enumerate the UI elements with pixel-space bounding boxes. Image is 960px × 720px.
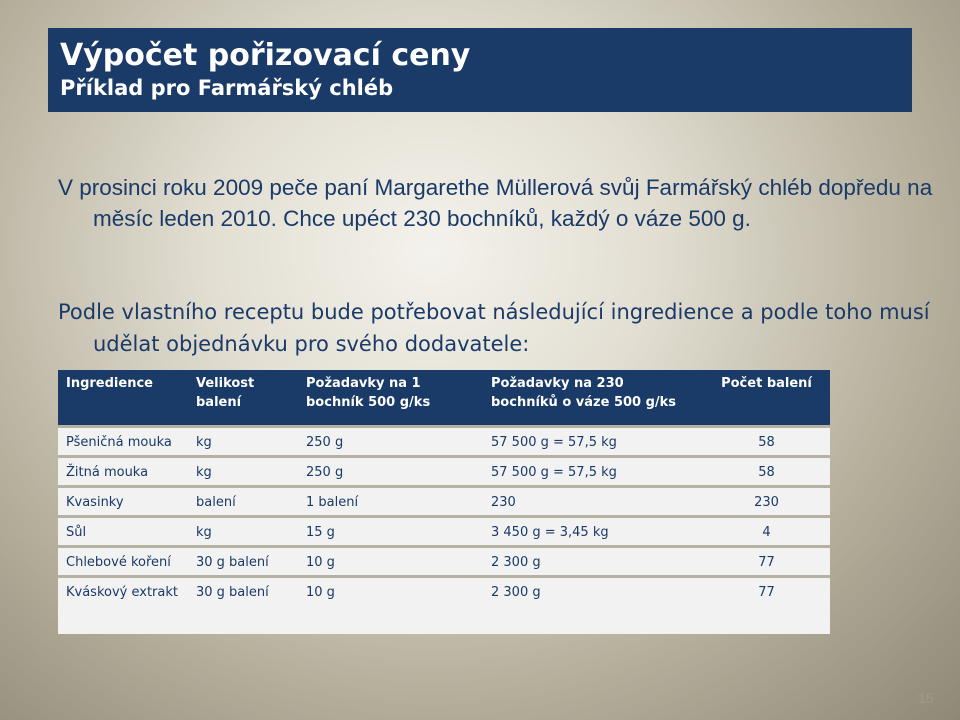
cell-per-230-loaves: 57 500 g = 57,5 kg	[483, 456, 701, 486]
slide-title: Výpočet pořizovací ceny	[60, 38, 471, 73]
cell-per-230-loaves: 3 450 g = 3,45 kg	[483, 516, 701, 546]
ingredients-table	[58, 370, 830, 634]
cell-per-loaf: 10 g	[298, 546, 483, 576]
table-row	[58, 426, 830, 456]
cell-package-size: 30 g balení	[188, 546, 298, 576]
cell-package-size: 30 g balení	[188, 576, 298, 634]
cell-package-count: 77	[701, 576, 830, 634]
ingredients-table-wrap	[58, 370, 830, 634]
cell-per-loaf: 250 g	[298, 426, 483, 456]
table-row	[58, 516, 830, 546]
cell-ingredient: Kváskový extrakt	[58, 576, 188, 634]
cell-per-230-loaves: 230	[483, 486, 701, 516]
table-row	[58, 486, 830, 516]
recipe-paragraph: Podle vlastního receptu bude potřebovat následující ingredience a podle toho musí udělat objednávku pro svého dodavatele:	[58, 300, 930, 356]
table-row	[58, 546, 830, 576]
cell-ingredient: Žitná mouka	[58, 456, 188, 486]
header-per-230-loaves: Požadavky na 230 bochníků o váze 500 g/ks	[483, 370, 701, 426]
cell-package-count: 4	[701, 516, 830, 546]
table-row	[58, 456, 830, 486]
table-row	[58, 576, 830, 634]
cell-package-count: 230	[701, 486, 830, 516]
cell-per-230-loaves: 57 500 g = 57,5 kg	[483, 426, 701, 456]
intro-paragraph: V prosinci roku 2009 peče paní Margarethe Müllerová svůj Farmářský chléb dopředu na měsíc leden 2010. Chce upéct 230 bochníků, každý o váze 500 g.	[58, 175, 933, 231]
slide-number: 15	[918, 690, 934, 706]
cell-per-230-loaves: 2 300 g	[483, 576, 701, 634]
header-ingredient: Ingredience	[58, 370, 188, 426]
cell-package-size: kg	[188, 516, 298, 546]
cell-per-230-loaves: 2 300 g	[483, 546, 701, 576]
header-per-loaf: Požadavky na 1 bochník 500 g/ks	[298, 370, 483, 426]
cell-ingredient: Chlebové koření	[58, 546, 188, 576]
cell-ingredient: Kvasinky	[58, 486, 188, 516]
cell-per-loaf: 250 g	[298, 456, 483, 486]
cell-package-count: 58	[701, 456, 830, 486]
header-package-size: Velikost balení	[188, 370, 298, 426]
cell-ingredient: Sůl	[58, 516, 188, 546]
cell-per-loaf: 10 g	[298, 576, 483, 634]
cell-package-count: 58	[701, 426, 830, 456]
slide-subtitle: Příklad pro Farmářský chléb	[60, 76, 394, 100]
header-package-count: Počet balení	[701, 370, 830, 426]
cell-per-loaf: 1 balení	[298, 486, 483, 516]
cell-package-size: kg	[188, 456, 298, 486]
cell-package-size: kg	[188, 426, 298, 456]
table-header-row	[58, 370, 830, 426]
title-box	[48, 28, 912, 112]
cell-per-loaf: 15 g	[298, 516, 483, 546]
cell-package-size: balení	[188, 486, 298, 516]
cell-ingredient: Pšeničná mouka	[58, 426, 188, 456]
cell-package-count: 77	[701, 546, 830, 576]
